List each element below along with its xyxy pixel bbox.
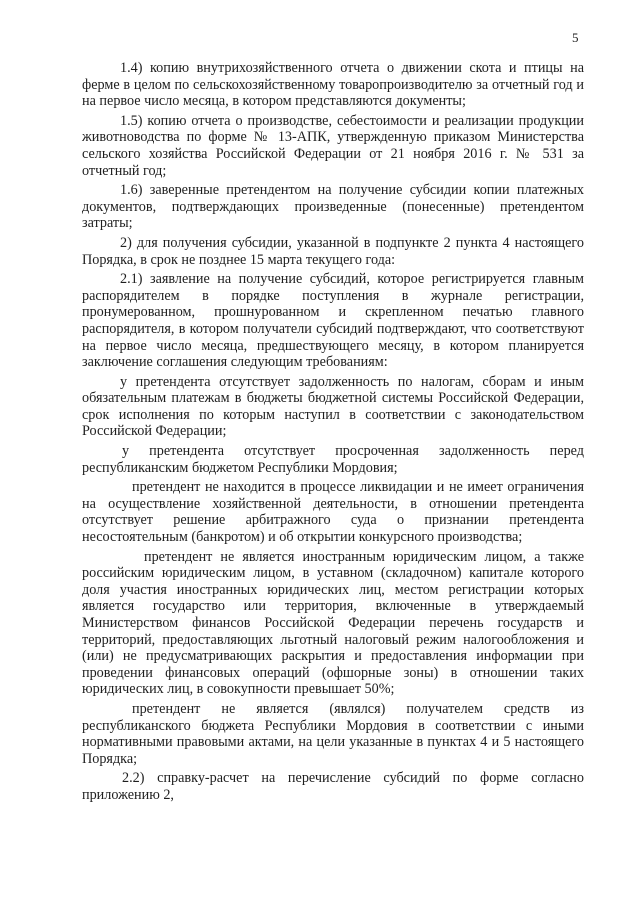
paragraph-1-5: 1.5) копию отчета о производстве, себестоимости и реализации продукции животноводства по форме № 13-АПК, утвержденную приказом Министерства сельского хозяйства Российской Федерации от 21 ноября 2016 г. № 531 за отчетный год; (82, 112, 584, 179)
paragraph-2-2: 2.2) справку-расчет на перечисление субсидий по форме согласно приложению 2, (82, 770, 584, 803)
requirement-not-foreign: претендент не является иностранным юридическим лицом, а также российским юридическим лицом, в уставном (складочном) капитале которого доля участия иностранных юридических лиц, местом регистрации которых является государство или территория, включенные в утверждаемый Министерством финансов Российской Федерации перечень государств и территорий, предоставляющих льготный налоговый режим налогообложения и (или) не предусматривающих раскрытия и предоставления информации при проведении финансовых операций (офшорные зоны) в отношении таких юридических лиц, в совокупности превышает 50%; (82, 548, 584, 698)
paragraph-1-4: 1.4) копию внутрихозяйственного отчета о движении скота и птицы на ферме в целом по сельскохозяйственному товаропроизводителю за отчетный год и на первое число месяца, в котором представляются документы; (82, 60, 584, 110)
requirement-no-overdue-debt: у претендента отсутствует просроченная задолженность перед республиканским бюджетом Республики Мордовия; (82, 443, 584, 476)
requirement-no-tax-debt: у претендента отсутствует задолженность по налогам, сборам и иным обязательным платежам в бюджеты бюджетной системы Российской Федерации, срок исполнения по которым наступил в соответствии с законодательством Российской Федерации; (82, 373, 584, 440)
paragraph-2: 2) для получения субсидии, указанной в подпункте 2 пункта 4 настоящего Порядка, в срок не позднее 15 марта текущего года: (82, 234, 584, 268)
paragraph-1-6: 1.6) заверенные претендентом на получение субсидии копии платежных документов, подтверждающих произведенные (понесенные) претендентом затраты; (82, 182, 584, 232)
page-number: 5 (572, 30, 579, 45)
requirement-not-liquidated: претендент не находится в процессе ликвидации и не имеет ограничения на осуществление хозяйственной деятельности, в отношении претендента отсутствует решение арбитражного суда о признании претендента несостоятельным (банкротом) и об открытии конкурсного производства; (82, 479, 584, 546)
requirement-not-other-recipient: претендент не является (являлся) получателем средств из республиканского бюджета Республики Мордовия в соответствии с иными нормативными правовыми актами, на цели указанные в пунктах 4 и 5 настоящего Порядка; (82, 700, 584, 767)
paragraph-2-1: 2.1) заявление на получение субсидий, которое регистрируется главным распорядителем в порядке поступления в журнале регистрации, пронумерованном, прошнурованном и скрепленном печатью главного распорядителя, в котором получатели субсидий подтверждают, что соответствуют на первое число месяца, предшествующего месяцу, в котором планируется заключение соглашения следующим требованиям: (82, 271, 584, 371)
